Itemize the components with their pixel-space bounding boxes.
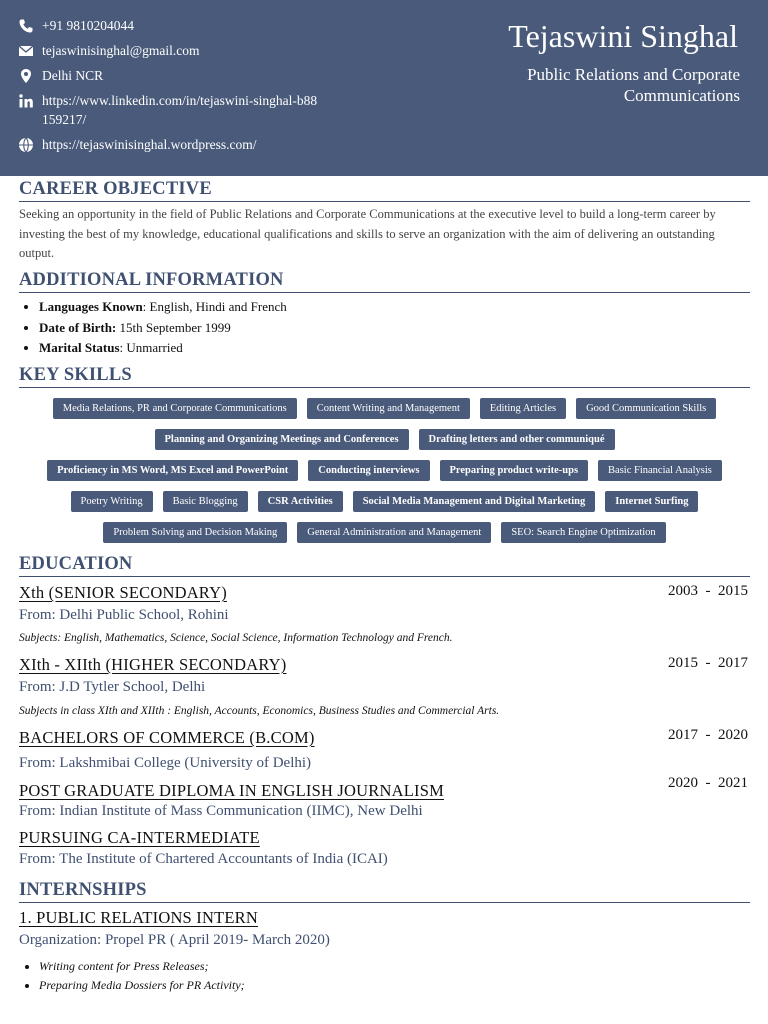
info-label: Languages Known	[39, 299, 143, 314]
info-label: Marital Status	[39, 340, 120, 355]
internship-title: 1. PUBLIC RELATIONS INTERN	[19, 908, 258, 927]
education-years: 2017 - 2020	[668, 727, 748, 743]
info-label: Date of Birth:	[39, 319, 117, 335]
education-institution: From: Delhi Public School, Rohini	[19, 607, 229, 623]
skill-row	[19, 491, 750, 512]
skill-row	[19, 522, 750, 543]
education-title: POST GRADUATE DIPLOMA IN ENGLISH JOURNALISM	[19, 781, 444, 800]
contact-location	[18, 66, 318, 85]
education-years: 2015 - 2017	[668, 655, 748, 671]
resume-header	[0, 0, 768, 176]
skill-row	[19, 429, 750, 450]
section-title-internships: INTERNSHIPS	[19, 880, 750, 903]
candidate-name: Tejaswini Singhal	[508, 18, 738, 54]
info-item: • Marital Status: Unmarried	[39, 338, 287, 359]
education-institution: From: Lakshmibai College (University of Delhi)	[19, 755, 312, 771]
skill-chip: Good Communication Skills	[576, 398, 716, 419]
contact-block	[18, 16, 318, 160]
website-link[interactable]: https://tejaswinisinghal.wordpress.com/	[42, 137, 257, 152]
info-value: English, Hindi and French	[149, 299, 287, 314]
education-institution: From: J.D Tytler School, Delhi	[19, 679, 206, 695]
skill-chip: Conducting interviews	[308, 460, 429, 481]
skill-chip: Planning and Organizing Meetings and Conferences	[155, 429, 409, 450]
internship-organization: Organization: Propel PR ( April 2019- March 2020)	[19, 932, 330, 948]
skill-chip: Social Media Management and Digital Marketing	[353, 491, 596, 512]
skill-chip: Problem Solving and Decision Making	[103, 522, 287, 543]
internship-tasks	[19, 957, 245, 995]
contact-website	[18, 135, 318, 154]
info-item: • Languages Known: English, Hindi and French	[39, 297, 287, 318]
education-institution: From: The Institute of Chartered Accountants of India (ICAI)	[19, 851, 388, 867]
linkedin-link[interactable]: https://www.linkedin.com/in/tejaswini-singhal-b88159217/	[42, 93, 318, 127]
education-years: 2003 - 2015	[668, 583, 748, 599]
list-item: • Preparing Media Dossiers for PR Activity;	[39, 976, 245, 995]
skills-grid	[19, 398, 750, 553]
section-title-additional-info: ADDITIONAL INFORMATION	[19, 270, 750, 293]
education-years: 2020 - 2021	[668, 775, 748, 791]
skill-chip: Basic Financial Analysis	[598, 460, 722, 481]
info-value: Unmarried	[126, 340, 183, 355]
education-institution: From: Indian Institute of Mass Communication (IIMC), New Delhi	[19, 803, 423, 819]
info-item	[39, 318, 287, 339]
section-title-career-objective: CAREER OBJECTIVE	[19, 179, 750, 202]
education-title: BACHELORS OF COMMERCE (B.COM)	[19, 728, 315, 747]
career-objective-text: Seeking an opportunity in the field of Public Relations and Corporate Communications at the executive level to build a long-term career by investing the best of my knowledge, educational qualifications and skills to serve an organization with the aim of delivering an outstanding output.	[19, 207, 716, 260]
location-pin-icon	[18, 68, 34, 84]
skill-chip: Editing Articles	[480, 398, 566, 419]
list-item: • Writing content for Press Releases;	[39, 957, 245, 976]
skill-row	[19, 460, 750, 481]
skill-chip: CSR Activities	[258, 491, 343, 512]
email-link[interactable]: tejaswinisinghal@gmail.com	[42, 43, 200, 58]
globe-icon	[18, 137, 34, 153]
education-subjects: Subjects in class XIth and XIIth : English, Accounts, Economics, Business Studies and Commercial Arts.	[19, 705, 500, 717]
education-title: Xth (SENIOR SECONDARY)	[19, 583, 227, 602]
skill-chip: Poetry Writing	[71, 491, 153, 512]
skill-chip: Internet Surfing	[605, 491, 698, 512]
additional-info-list	[19, 297, 287, 359]
contact-phone	[18, 16, 318, 35]
education-subjects: Subjects: English, Mathematics, Science, Social Science, Information Technology and French.	[19, 632, 453, 644]
phone-icon	[18, 18, 34, 34]
section-title-key-skills: KEY SKILLS	[19, 365, 750, 388]
skill-chip: SEO: Search Engine Optimization	[501, 522, 665, 543]
education-title: PURSUING CA-INTERMEDIATE	[19, 828, 260, 847]
linkedin-icon	[18, 93, 34, 109]
info-value: 15th September 1999	[119, 319, 231, 335]
skill-chip: Preparing product write-ups	[440, 460, 589, 481]
skill-chip: General Administration and Management	[297, 522, 491, 543]
contact-linkedin	[18, 91, 318, 129]
candidate-role: Public Relations and Corporate Communications	[527, 65, 740, 105]
contact-email	[18, 41, 318, 60]
section-title-education: EDUCATION	[19, 554, 750, 577]
skill-chip: Media Relations, PR and Corporate Communications	[53, 398, 297, 419]
envelope-icon	[18, 43, 34, 59]
education-title: XIth - XIIth (HIGHER SECONDARY)	[19, 655, 287, 674]
location-text: Delhi NCR	[42, 68, 104, 83]
skill-chip: Proficiency in MS Word, MS Excel and PowerPoint	[47, 460, 298, 481]
skill-row	[19, 398, 750, 419]
phone-text: +91 9810204044	[42, 18, 134, 33]
skill-chip: Basic Blogging	[163, 491, 248, 512]
skill-chip: Content Writing and Management	[307, 398, 470, 419]
skill-chip: Drafting letters and other communiqué	[419, 429, 615, 450]
